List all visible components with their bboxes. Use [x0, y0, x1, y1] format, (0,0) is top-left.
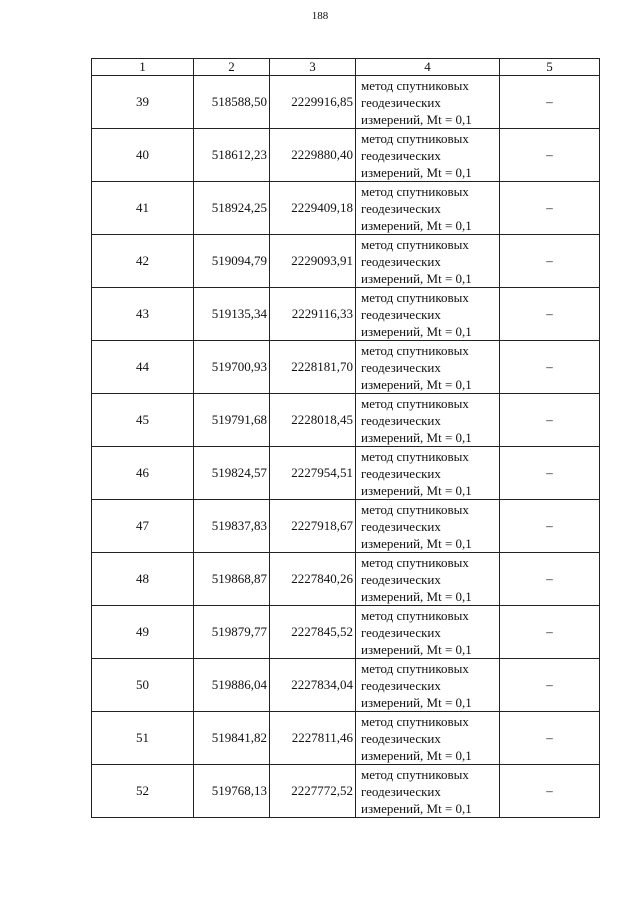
- method-line: геодезических: [361, 306, 441, 322]
- table-row: [92, 76, 600, 129]
- table-row: [92, 500, 600, 553]
- note-dash: –: [500, 500, 600, 553]
- coordinate-x: 518924,25: [194, 182, 270, 235]
- method-line: измерений, Mt = 0,1: [361, 747, 472, 763]
- method-line: метод спутниковых: [361, 183, 469, 199]
- method-line: геодезических: [361, 359, 441, 375]
- table-row: [92, 235, 600, 288]
- coordinate-y: 2227834,04: [270, 659, 356, 712]
- table-body: [92, 76, 600, 818]
- method-line: измерений, Mt = 0,1: [361, 270, 472, 286]
- coordinate-y: 2227845,52: [270, 606, 356, 659]
- method-line: геодезических: [361, 783, 441, 799]
- method-description: [356, 129, 500, 182]
- coordinates-table: [91, 58, 600, 818]
- method-line: метод спутниковых: [361, 660, 469, 676]
- method-line: измерений, Mt = 0,1: [361, 164, 472, 180]
- method-line: метод спутниковых: [361, 554, 469, 570]
- point-number: 48: [92, 553, 194, 606]
- method-line: геодезических: [361, 465, 441, 481]
- method-line: измерений, Mt = 0,1: [361, 323, 472, 339]
- method-line: измерений, Mt = 0,1: [361, 588, 472, 604]
- method-description: [356, 606, 500, 659]
- method-line: измерений, Mt = 0,1: [361, 482, 472, 498]
- note-dash: –: [500, 712, 600, 765]
- method-description: [356, 182, 500, 235]
- method-description: [356, 712, 500, 765]
- note-dash: –: [500, 606, 600, 659]
- coordinate-y: 2228018,45: [270, 394, 356, 447]
- coordinate-y: 2228181,70: [270, 341, 356, 394]
- method-line: метод спутниковых: [361, 713, 469, 729]
- coordinate-x: 518588,50: [194, 76, 270, 129]
- method-description: [356, 765, 500, 818]
- coordinate-y: 2229409,18: [270, 182, 356, 235]
- method-line: метод спутниковых: [361, 289, 469, 305]
- method-description: [356, 288, 500, 341]
- note-dash: –: [500, 553, 600, 606]
- method-line: измерений, Mt = 0,1: [361, 535, 472, 551]
- table-row: [92, 765, 600, 818]
- coordinate-x: 519886,04: [194, 659, 270, 712]
- table-row: [92, 394, 600, 447]
- coordinate-x: 519094,79: [194, 235, 270, 288]
- table-row: [92, 447, 600, 500]
- coordinate-x: 519868,87: [194, 553, 270, 606]
- coordinate-x: 519837,83: [194, 500, 270, 553]
- coordinate-x: 519768,13: [194, 765, 270, 818]
- method-line: измерений, Mt = 0,1: [361, 429, 472, 445]
- point-number: 42: [92, 235, 194, 288]
- method-line: метод спутниковых: [361, 766, 469, 782]
- note-dash: –: [500, 394, 600, 447]
- table-row: [92, 288, 600, 341]
- method-description: [356, 447, 500, 500]
- method-line: геодезических: [361, 677, 441, 693]
- table-header-row: [92, 59, 600, 76]
- method-line: геодезических: [361, 730, 441, 746]
- method-line: метод спутниковых: [361, 607, 469, 623]
- method-line: измерений, Mt = 0,1: [361, 376, 472, 392]
- coordinate-y: 2227811,46: [270, 712, 356, 765]
- coordinate-x: 519824,57: [194, 447, 270, 500]
- column-header-4: 4: [356, 59, 500, 76]
- coordinate-y: 2227954,51: [270, 447, 356, 500]
- method-description: [356, 394, 500, 447]
- point-number: 47: [92, 500, 194, 553]
- method-line: метод спутниковых: [361, 501, 469, 517]
- note-dash: –: [500, 765, 600, 818]
- method-line: метод спутниковых: [361, 236, 469, 252]
- table-row: [92, 606, 600, 659]
- column-header-3: 3: [270, 59, 356, 76]
- point-number: 50: [92, 659, 194, 712]
- coordinate-x: 519841,82: [194, 712, 270, 765]
- point-number: 41: [92, 182, 194, 235]
- column-header-1: 1: [92, 59, 194, 76]
- point-number: 39: [92, 76, 194, 129]
- column-header-2: 2: [194, 59, 270, 76]
- point-number: 40: [92, 129, 194, 182]
- coordinate-x: 519700,93: [194, 341, 270, 394]
- method-line: геодезических: [361, 624, 441, 640]
- point-number: 44: [92, 341, 194, 394]
- method-line: измерений, Mt = 0,1: [361, 641, 472, 657]
- method-line: геодезических: [361, 412, 441, 428]
- method-description: [356, 500, 500, 553]
- coordinate-y: 2227772,52: [270, 765, 356, 818]
- method-line: измерений, Mt = 0,1: [361, 800, 472, 816]
- table-row: [92, 341, 600, 394]
- table-row: [92, 129, 600, 182]
- method-line: измерений, Mt = 0,1: [361, 111, 472, 127]
- table-row: [92, 712, 600, 765]
- coordinate-y: 2229880,40: [270, 129, 356, 182]
- point-number: 43: [92, 288, 194, 341]
- point-number: 52: [92, 765, 194, 818]
- coordinate-x: 519791,68: [194, 394, 270, 447]
- note-dash: –: [500, 235, 600, 288]
- method-description: [356, 659, 500, 712]
- table-row: [92, 553, 600, 606]
- coordinate-y: 2227840,26: [270, 553, 356, 606]
- table-row: [92, 659, 600, 712]
- note-dash: –: [500, 447, 600, 500]
- method-description: [356, 341, 500, 394]
- method-line: геодезических: [361, 200, 441, 216]
- coordinate-y: 2229916,85: [270, 76, 356, 129]
- note-dash: –: [500, 341, 600, 394]
- note-dash: –: [500, 76, 600, 129]
- coordinate-y: 2229093,91: [270, 235, 356, 288]
- page-number: 188: [311, 10, 329, 22]
- method-line: измерений, Mt = 0,1: [361, 217, 472, 233]
- point-number: 49: [92, 606, 194, 659]
- method-line: геодезических: [361, 147, 441, 163]
- method-line: геодезических: [361, 518, 441, 534]
- table-row: [92, 182, 600, 235]
- method-line: геодезических: [361, 94, 441, 110]
- note-dash: –: [500, 659, 600, 712]
- coordinate-x: 519879,77: [194, 606, 270, 659]
- method-description: [356, 76, 500, 129]
- coordinate-y: 2229116,33: [270, 288, 356, 341]
- method-line: метод спутниковых: [361, 77, 469, 93]
- method-description: [356, 235, 500, 288]
- point-number: 51: [92, 712, 194, 765]
- coordinate-x: 518612,23: [194, 129, 270, 182]
- note-dash: –: [500, 288, 600, 341]
- method-line: геодезических: [361, 253, 441, 269]
- note-dash: –: [500, 182, 600, 235]
- method-line: метод спутниковых: [361, 395, 469, 411]
- method-line: геодезических: [361, 571, 441, 587]
- method-description: [356, 553, 500, 606]
- method-line: метод спутниковых: [361, 342, 469, 358]
- point-number: 46: [92, 447, 194, 500]
- column-header-5: 5: [500, 59, 600, 76]
- method-line: измерений, Mt = 0,1: [361, 694, 472, 710]
- method-line: метод спутниковых: [361, 448, 469, 464]
- point-number: 45: [92, 394, 194, 447]
- coordinate-y: 2227918,67: [270, 500, 356, 553]
- coordinate-x: 519135,34: [194, 288, 270, 341]
- method-line: метод спутниковых: [361, 130, 469, 146]
- note-dash: –: [500, 129, 600, 182]
